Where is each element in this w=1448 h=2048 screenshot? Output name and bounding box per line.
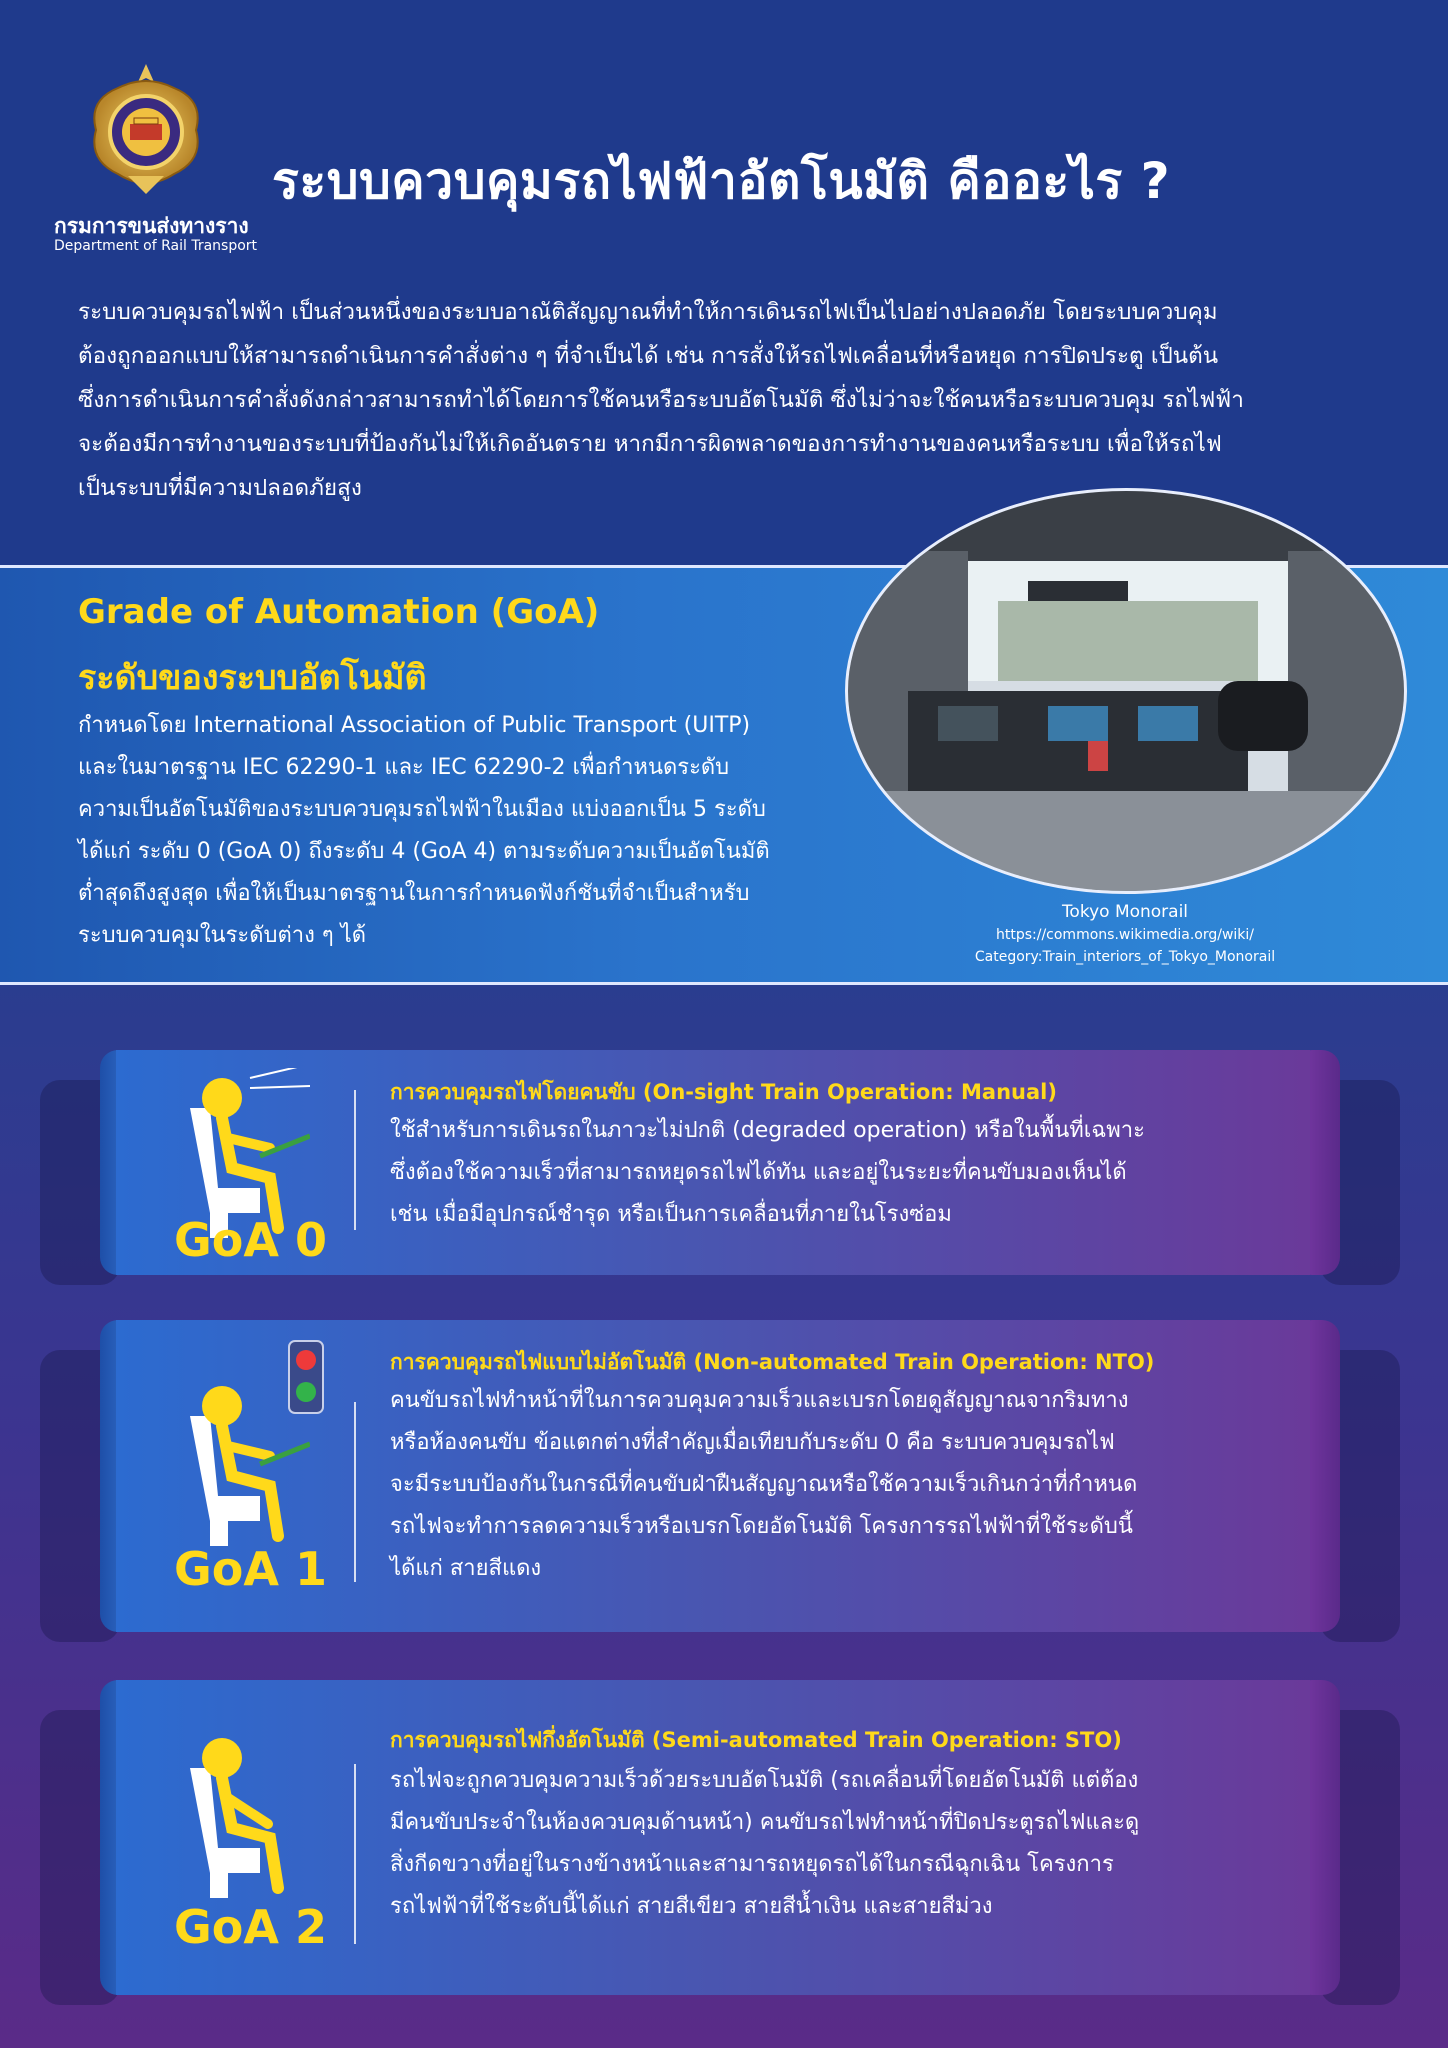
- card-line: ซึ่งต้องใช้ความเร็วที่สามารถหยุดรถไฟได้ทัน และอยู่ในระยะที่คนขับมองเห็นได้: [390, 1160, 1127, 1185]
- card-line: รถไฟฟ้าที่ใช้ระดับนี้ได้แก่ สายสีเขียว สายสีน้ำเงิน และสายสีม่วง: [390, 1894, 993, 1919]
- caption-url: Category:Train_interiors_of_Tokyo_Monorail: [974, 949, 1276, 965]
- card-line: คนขับรถไฟทำหน้าที่ในการควบคุมความเร็วและเบรกโดยดูสัญญาณจากริมทาง: [390, 1388, 1129, 1413]
- card-line: หรือห้องคนขับ ข้อแตกต่างที่สำคัญเมื่อเทียบกับระดับ 0 คือ ระบบควบคุมรถไฟ: [390, 1430, 1115, 1455]
- rail-department-logo: [88, 60, 204, 200]
- caption-title: Tokyo Monorail: [1061, 902, 1189, 922]
- goa-desc-line: ต่ำสุดถึงสูงสุด เพื่อให้เป็นมาตรฐานในการกำหนดฟังก์ชันที่จำเป็นสำหรับ: [78, 881, 750, 906]
- intro-line: จะต้องมีการทำงานของระบบที่ป้องกันไม่ให้เกิดอันตราย หากมีการผิดพลาดของการทำงานของคนหรือระบบ เพื่อให้รถไฟ: [78, 431, 1222, 457]
- card-line: ได้แก่ สายสีแดง: [390, 1556, 542, 1581]
- card-line: มีคนขับประจำในห้องควบคุมด้านหน้า) คนขับรถไฟทำหน้าที่ปิดประตูรถไฟและดู: [390, 1810, 1140, 1835]
- intro-line: ซึ่งการดำเนินการคำสั่งดังกล่าวสามารถทำได้โดยการใช้คนหรือระบบอัตโนมัติ ซึ่งไม่ว่าจะใช้คนหรือระบบควบคุม รถไฟฟ้า: [78, 387, 1244, 413]
- card-body: [390, 1760, 1139, 1928]
- card-title: การควบคุมรถไฟโดยคนขับ (On-sight Train Operation: Manual): [390, 1080, 1057, 1104]
- card-line: รถไฟจะทำการลดความเร็วหรือเบรกโดยอัตโนมัติ โครงการรถไฟฟ้าที่ใช้ระดับนี้: [390, 1514, 1133, 1539]
- org-name-thai: กรมการขนส่งทางราง: [54, 214, 249, 238]
- intro-line: ระบบควบคุมรถไฟฟ้า เป็นส่วนหนึ่งของระบบอาณัติสัญญาณที่ทำให้การเดินรถไฟเป็นไปอย่างปลอดภัย โดยระบบควบคุม: [78, 299, 1218, 325]
- caption-url: https://commons.wikimedia.org/wiki/: [995, 927, 1255, 943]
- goa-desc-line: ระบบควบคุมในระดับต่าง ๆ ได้: [78, 923, 367, 948]
- card-line: ใช้สำหรับการเดินรถในภาวะไม่ปกติ (degraded operation) หรือในพื้นที่เฉพาะ: [390, 1118, 1145, 1143]
- card-body: [390, 1380, 1137, 1590]
- goa-description: [78, 705, 858, 957]
- goa-level-label: GoA 1: [174, 1542, 327, 1596]
- goa-title-thai: ระดับของระบบอัตโนมัติ: [78, 658, 427, 698]
- card-line: รถไฟจะถูกควบคุมความเร็วด้วยระบบอัตโนมัติ (รถเคลื่อนที่โดยอัตโนมัติ แต่ต้อง: [390, 1768, 1139, 1793]
- goa-title-english: Grade of Automation (GoA): [78, 592, 600, 632]
- divider: [354, 1764, 356, 1944]
- goa-0-card: [110, 1050, 1340, 1275]
- card-body: [390, 1110, 1145, 1236]
- train-cab-illustration: [848, 491, 1404, 891]
- card-title: การควบคุมรถไฟแบบไม่อัตโนมัติ (Non-automated Train Operation: NTO): [390, 1350, 1155, 1374]
- intro-line: เป็นระบบที่มีความปลอดภัยสูง: [78, 475, 362, 501]
- goa-level-label: GoA 2: [174, 1900, 327, 1954]
- page-title: ระบบควบคุมรถไฟฟ้าอัตโนมัติ คืออะไร ?: [272, 152, 1171, 210]
- divider: [354, 1402, 356, 1582]
- card-line: เช่น เมื่อมีอุปกรณ์ชำรุด หรือเป็นการเคลื่อนที่ภายในโรงซ่อม: [390, 1202, 952, 1227]
- card-line: จะมีระบบป้องกันในกรณีที่คนขับฝ่าฝืนสัญญาณหรือใช้ความเร็วเกินกว่าที่กำหนด: [390, 1472, 1138, 1497]
- card-title: การควบคุมรถไฟกึ่งอัตโนมัติ (Semi-automated Train Operation: STO): [390, 1728, 1122, 1752]
- goa-1-card: [110, 1320, 1340, 1632]
- goa-desc-line: ความเป็นอัตโนมัติของระบบควบคุมรถไฟฟ้าในเมือง แบ่งออกเป็น 5 ระดับ: [78, 797, 766, 822]
- divider: [354, 1090, 356, 1230]
- intro-line: ต้องถูกออกแบบให้สามารถดำเนินการคำสั่งต่าง ๆ ที่จำเป็นได้ เช่น การสั่งให้รถไฟเคลื่อนที่หรือหยุด การปิดประตู เป็นต้น: [78, 343, 1219, 369]
- goa-desc-line: และในมาตรฐาน IEC 62290-1 และ IEC 62290-2 เพื่อกำหนดระดับ: [78, 755, 730, 780]
- train-cab-photo: [845, 488, 1407, 894]
- driver-seated-icon: [170, 1728, 310, 1898]
- goa-level-label: GoA 0: [174, 1213, 327, 1267]
- org-name-english: Department of Rail Transport: [54, 238, 258, 254]
- intro-paragraph: [78, 290, 1378, 510]
- card-line: สิ่งกีดขวางที่อยู่ในรางข้างหน้าและสามารถหยุดรถได้ในกรณีฉุกเฉิน โครงการ: [390, 1852, 1114, 1877]
- photo-caption: [905, 900, 1345, 968]
- goa-desc-line: ได้แก่ ระดับ 0 (GoA 0) ถึงระดับ 4 (GoA 4) ตามระดับความเป็นอัตโนมัติ: [78, 839, 770, 864]
- goa-2-card: [110, 1680, 1340, 1995]
- goa-desc-line: กำหนดโดย International Association of Public Transport (UITP): [78, 713, 751, 738]
- driver-seated-icon: [170, 1376, 310, 1546]
